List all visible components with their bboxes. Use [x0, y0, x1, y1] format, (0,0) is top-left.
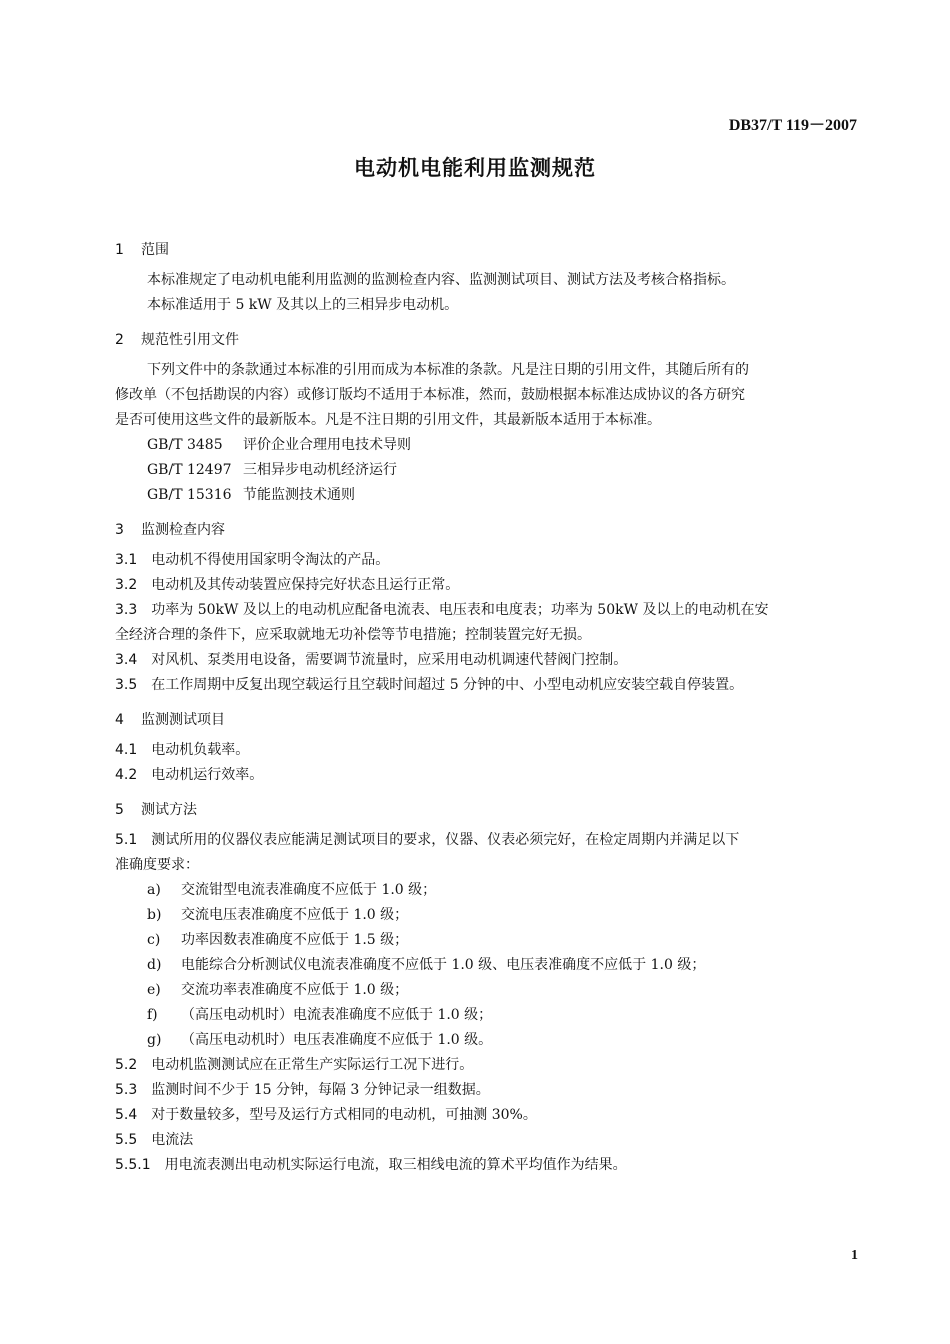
clause-number: 3.4: [115, 652, 138, 668]
clause-text: 电动机负载率。: [151, 742, 250, 758]
clause-continuation: 全经济合理的条件下，应采取就地无功补偿等节电措施；控制装置完好无损。: [115, 627, 591, 643]
section-title: 监测测试项目: [141, 712, 225, 728]
reference-code: GB/T 12497: [147, 462, 232, 478]
clause: [115, 648, 860, 673]
clause: [115, 598, 860, 623]
clause-text: 监测时间不少于 15 分钟，每隔 3 分钟记录一组数据。: [151, 1082, 490, 1098]
section-number: 3: [115, 522, 124, 538]
clause: [115, 1153, 860, 1178]
list-text: 电能综合分析测试仪电流表准确度不应低于 1.0 级、电压表准确度不应低于 1.0 级；: [181, 957, 706, 973]
clause-number: 4.1: [115, 742, 138, 758]
paragraph-line: 下列文件中的条款通过本标准的引用而成为本标准的条款。凡是注日期的引用文件，其随后所有的: [147, 362, 749, 378]
clause-text: 功率为 50kW 及以上的电动机应配备电流表、电压表和电度表；功率为 50kW 及以上的电动机在安: [151, 602, 769, 618]
clause-number: 4.2: [115, 767, 138, 783]
clause-number: 3.1: [115, 552, 138, 568]
clause-continuation: 准确度要求：: [115, 857, 199, 873]
clause: [115, 1128, 860, 1153]
clause-text: 在工作周期中反复出现空载运行且空载时间超过 5 分钟的中、小型电动机应安装空载自停装置。: [151, 677, 744, 693]
clause-text: 用电流表测出电动机实际运行电流，取三相线电流的算术平均值作为结果。: [164, 1157, 627, 1173]
section-title: 监测检查内容: [141, 522, 225, 538]
page-number: 1: [851, 1248, 858, 1263]
section-heading-inspection: [115, 518, 860, 543]
list-marker: g): [147, 1032, 162, 1048]
section-title: 规范性引用文件: [141, 332, 239, 348]
reference-title: 三相异步电动机经济运行: [243, 462, 397, 478]
reference-item: [115, 483, 860, 508]
list-item: [115, 928, 860, 953]
clause: [115, 573, 860, 598]
clause-text: 测试所用的仪器仪表应能满足测试项目的要求，仪器、仪表必须完好，在检定周期内并满足以下: [151, 832, 740, 848]
clause-text: 电动机不得使用国家明令淘汰的产品。: [151, 552, 390, 568]
reference-title: 节能监测技术通则: [243, 487, 355, 503]
clause-number: 5.5.1: [115, 1157, 151, 1173]
clause-number: 3.5: [115, 677, 138, 693]
clause-text: 电动机监测测试应在正常生产实际运行工况下进行。: [151, 1057, 474, 1073]
clause-text: 电流法: [151, 1132, 194, 1148]
paragraph: 本标准规定了电动机电能利用监测的监测检查内容、监测测试项目、测试方法及考核合格指标。: [147, 272, 735, 288]
list-item: [115, 1028, 860, 1053]
clause: [115, 828, 860, 853]
reference-item: [115, 433, 860, 458]
clause: [115, 738, 860, 763]
list-text: （高压电动机时）电流表准确度不应低于 1.0 级；: [181, 1007, 493, 1023]
section-number: 5: [115, 802, 124, 818]
clause: [115, 1103, 860, 1128]
list-item: [115, 978, 860, 1003]
paragraph-line: 修改单（不包括勘误的内容）或修订版均不适用于本标准，然而，鼓励根据本标准达成协议的各方研究: [115, 387, 745, 403]
clause-text: 对风机、泵类用电设备，需要调节流量时，应采用电动机调速代替阀门控制。: [151, 652, 628, 668]
clause-number: 3.3: [115, 602, 138, 618]
list-text: 交流钳型电流表准确度不应低于 1.0 级；: [181, 882, 437, 898]
list-text: 交流功率表准确度不应低于 1.0 级；: [181, 982, 409, 998]
section-title: 测试方法: [141, 802, 197, 818]
clause: [115, 1053, 860, 1078]
page-title: 电动机电能利用监测规范: [354, 156, 596, 180]
document-body: [115, 238, 860, 1178]
clause: [115, 763, 860, 788]
reference-item: [115, 458, 860, 483]
list-marker: c): [147, 932, 161, 948]
list-marker: f): [147, 1007, 158, 1023]
list-item: [115, 878, 860, 903]
section-heading-test-items: [115, 708, 860, 733]
clause-number: 5.5: [115, 1132, 138, 1148]
paragraph-line: 是否可使用这些文件的最新版本。凡是不注日期的引用文件，其最新版本适用于本标准。: [115, 412, 661, 428]
section-number: 1: [115, 242, 124, 258]
list-marker: a): [147, 882, 161, 898]
list-marker: e): [147, 982, 161, 998]
list-item: [115, 903, 860, 928]
clause-number: 5.4: [115, 1107, 138, 1123]
clause-text: 对于数量较多，型号及运行方式相同的电动机，可抽测 30%。: [151, 1107, 537, 1123]
list-item: [115, 953, 860, 978]
paragraph: 本标准适用于 5 kW 及其以上的三相异步电动机。: [147, 297, 459, 313]
clause: [115, 673, 860, 698]
section-number: 4: [115, 712, 124, 728]
clause: [115, 1078, 860, 1103]
reference-title: 评价企业合理用电技术导则: [243, 437, 411, 453]
clause-text: 电动机及其传动装置应保持完好状态且运行正常。: [151, 577, 460, 593]
clause-number: 5.2: [115, 1057, 138, 1073]
document-code: DB37/T 119－2007: [728, 117, 857, 134]
section-heading-test-methods: [115, 798, 860, 823]
list-text: 交流电压表准确度不应低于 1.0 级；: [181, 907, 409, 923]
list-item: [115, 1003, 860, 1028]
list-marker: d): [147, 957, 162, 973]
list-text: （高压电动机时）电压表准确度不应低于 1.0 级。: [181, 1032, 493, 1048]
section-number: 2: [115, 332, 124, 348]
reference-code: GB/T 15316: [147, 487, 232, 503]
section-heading-normative-references: [115, 328, 860, 353]
clause-number: 5.1: [115, 832, 138, 848]
reference-code: GB/T 3485: [147, 437, 223, 453]
section-heading-scope: [115, 238, 860, 263]
clause-text: 电动机运行效率。: [151, 767, 264, 783]
clause-number: 5.3: [115, 1082, 138, 1098]
clause: [115, 548, 860, 573]
list-marker: b): [147, 907, 162, 923]
clause-number: 3.2: [115, 577, 138, 593]
section-title: 范围: [141, 242, 169, 258]
list-text: 功率因数表准确度不应低于 1.5 级；: [181, 932, 409, 948]
